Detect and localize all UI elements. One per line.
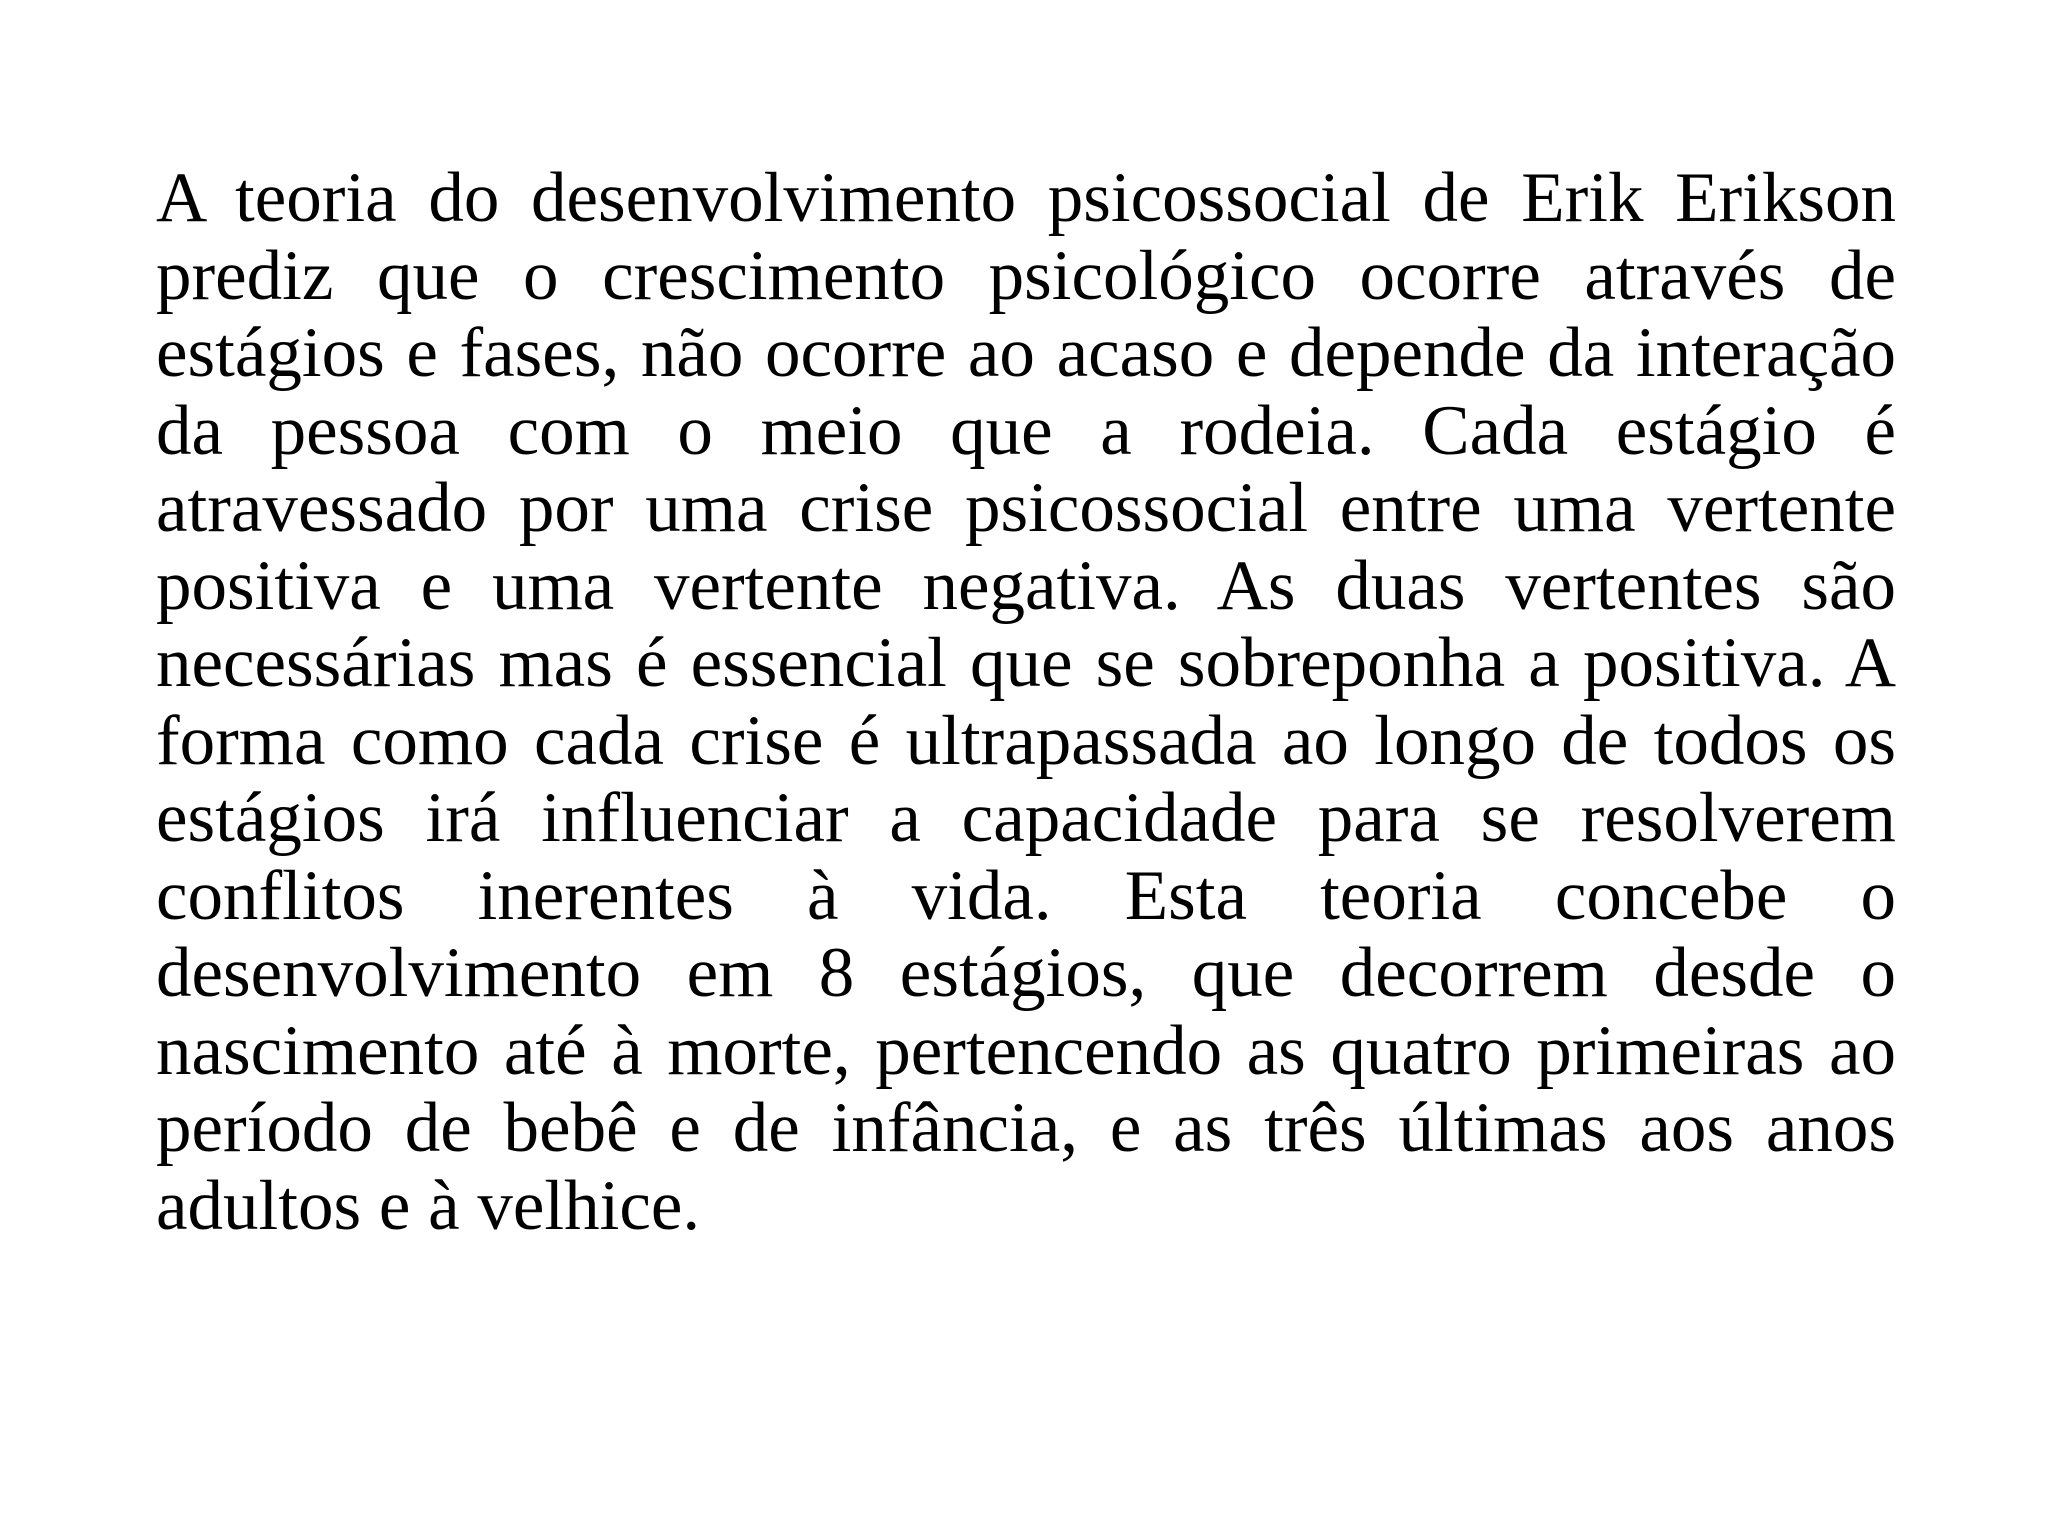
body-paragraph: A teoria do desenvolvimento psicossocial de Erik Erikson prediz que o crescimento psicológico ocorre através de estágios e fases, não ocorre ao acaso e depende da interação da pessoa com o meio que a rodeia. Cada estágio é atravessado por uma crise psicossocial entre uma vertente positiva e uma vertente negativa. As duas vertentes são necessárias mas é essencial que se sobreponha a positiva. A forma como cada crise é ultrapassada ao longo de todos os estágios irá influenciar a capacidade para se resolverem conflitos inerentes à vida. Esta teoria concebe o desenvolvimento em 8 estágios, que decorrem desde o nascimento até à morte, pertencendo as quatro primeiras ao período de bebê e de infância, e as três últimas aos anos adultos e à velhice. (156, 159, 1896, 1245)
